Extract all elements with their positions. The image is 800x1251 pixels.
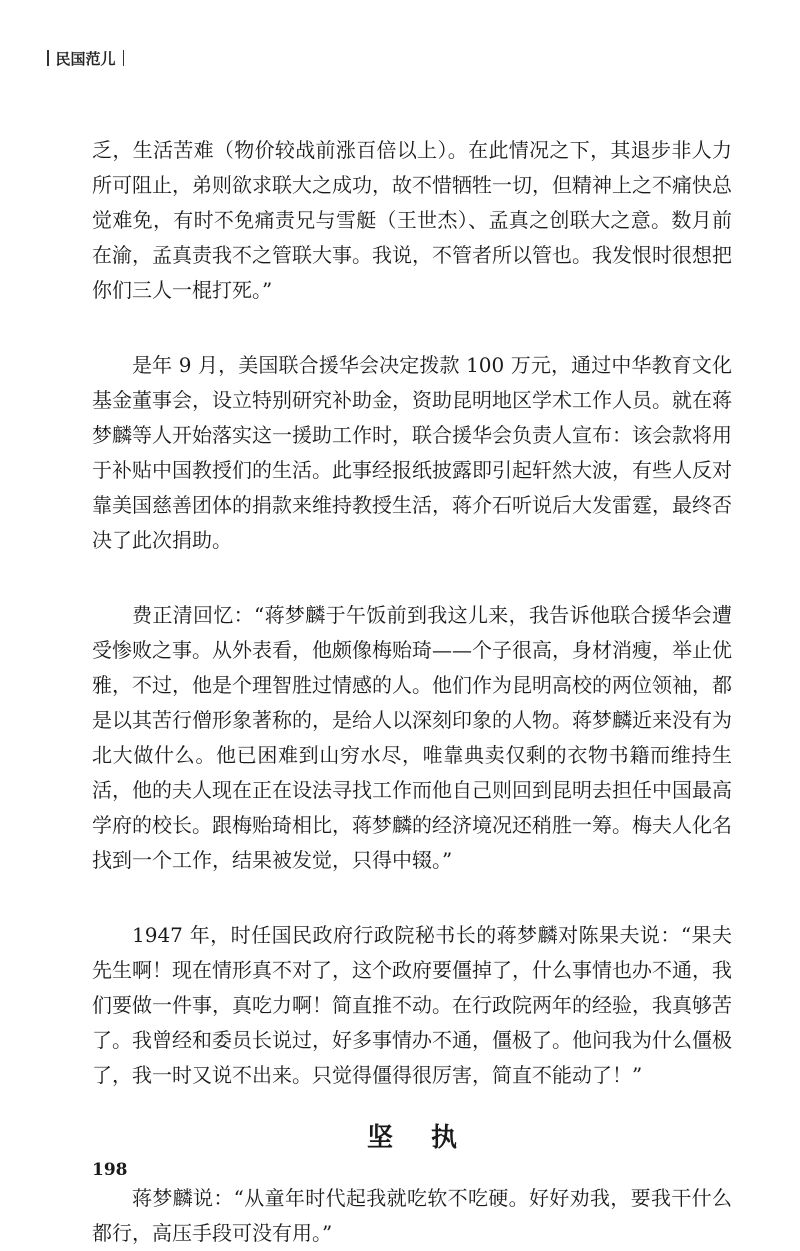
header-divider-left <box>47 50 49 66</box>
page-number: 198 <box>92 1160 128 1180</box>
paragraph-spacer <box>92 878 732 918</box>
paragraph: 费正清回忆：“蒋梦麟于午饭前到我这儿来，我告诉他联合援华会遭受惨败之事。从外表看，他颇像梅贻琦——个子很高，身材消瘦，举止优雅，不过，他是个理智胜过情感的人。他们作为昆明高校的两位领袖，都是以其苦行僧形象著称的，是给人以深刻印象的人物。蒋梦麟近来没有为北大做什么。他已困难到山穷水尽，唯靠典卖仅剩的衣物书籍而维持生活，他的夫人现在正在设法寻找工作而他自己则回到昆明去担任中国最高学府的校长。跟梅贻琦相比，蒋梦麟的经济境况还稍胜一筹。梅夫人化名找到一个工作，结果被发觉，只得中辍。” <box>92 603 732 872</box>
paragraph: 是年 9 月，美国联合援华会决定拨款 100 万元，通过中华教育文化基金董事会，设立特别研究补助金，资助昆明地区学术工作人员。就在蒋梦麟等人开始落实这一援助工作时，联合援华会负责人宣布：该会款将用于补贴中国教授们的生活。此事经报纸披露即引起轩然大波，有些人反对靠美国慈善团体的捐款来维持教授生活，蒋介石听说后大发雷霆，最终否决了此次捐助。 <box>92 353 732 552</box>
running-header <box>40 46 131 70</box>
paragraph-continued: 乏，生活苦难（物价较战前涨百倍以上）。在此情况之下，其退步非人力所可阻止，弟则欲求联大之成功，故不惜牺牲一切，但精神上之不痛快总觉难免，有时不免痛责兄与雪艇（王世杰）、孟真之创联大之意。数月前在渝，孟真责我不之管联大事。我说，不管者所以管也。我发恨时很想把你们三人一棍打死。” <box>92 138 732 302</box>
section-paragraph: 蒋梦麟说：“从童年时代起我就吃软不吃硬。好好劝我，要我干什么都行，高压手段可没有用。” <box>92 1186 732 1245</box>
section-heading: 坚执 <box>366 1123 495 1153</box>
paragraph-spacer <box>92 308 732 348</box>
header-divider-right <box>123 50 125 66</box>
header-title: 民国范儿 <box>55 49 116 68</box>
paragraph: 1947 年，时任国民政府行政院秘书长的蒋梦麟对陈果夫说：“果夫先生啊！现在情形真不对了，这个政府要僵掉了，什么事情也办不通，我们要做一件事，真吃力啊！简直推不动。在行政院两年的经验，我真够苦了。我曾经和委员长说过，好多事情办不通，僵极了。他问我为什么僵极了，我一时又说不出来。只觉得僵得很厉害，简直不能动了！” <box>92 923 732 1087</box>
paragraph-spacer <box>92 558 732 598</box>
page-body <box>92 133 732 1251</box>
